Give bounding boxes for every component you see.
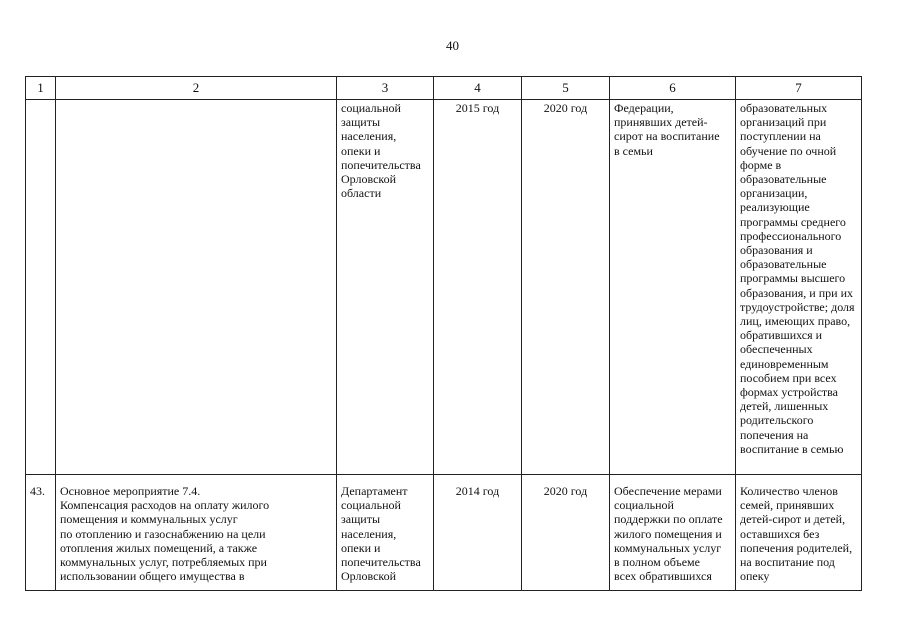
- text-line: Количество членов: [740, 484, 838, 498]
- text-line: жилого помещения и: [614, 526, 722, 541]
- table-row: [26, 475, 862, 591]
- column-header: 6: [610, 77, 736, 100]
- text-line: Орловской: [341, 172, 397, 187]
- text-line: Федерации,: [614, 101, 674, 115]
- text-line: поступлении на: [740, 129, 821, 144]
- text-line: Компенсация расходов на оплату жилого: [60, 498, 270, 513]
- text-line: образовательные: [740, 257, 827, 272]
- indicator-cell: [736, 100, 862, 475]
- expected-result-cell: [610, 100, 736, 475]
- measure-cell: [56, 100, 337, 475]
- executor-cell: [337, 475, 434, 591]
- text-line: попечительства: [341, 157, 421, 172]
- text-line: Основное мероприятие 7.4.: [60, 484, 201, 498]
- text-line: детей-сирот и детей,: [740, 512, 846, 527]
- start-year-cell: 2014 год: [434, 475, 522, 591]
- executor-cell: [337, 100, 434, 475]
- column-header: 4: [434, 77, 522, 100]
- program-measures-table: [25, 76, 862, 591]
- text-line: оставшихся без: [740, 526, 820, 541]
- text-line: образовательные: [740, 172, 827, 187]
- text-line: защиты: [341, 115, 381, 130]
- text-line: обучение по очной: [740, 143, 837, 158]
- text-line: опеку: [740, 569, 770, 584]
- text-line: населения,: [341, 526, 397, 541]
- text-line: форме в: [740, 157, 782, 172]
- text-line: на воспитание под: [740, 555, 835, 570]
- measure-cell: [56, 475, 337, 591]
- text-line: лиц, имеющих право,: [740, 314, 851, 329]
- expected-result-cell: [610, 475, 736, 591]
- text-line: программы среднего: [740, 214, 846, 229]
- text-line: помещения и коммунальных услуг: [60, 512, 238, 527]
- text-line: родительского: [740, 413, 814, 428]
- column-header: 1: [26, 77, 56, 100]
- text-line: Орловской: [341, 569, 397, 584]
- text-line: организации,: [740, 186, 808, 201]
- text-line: социальной: [614, 498, 674, 513]
- text-line: использовании общего имущества в: [60, 569, 245, 584]
- text-line: в полном объеме: [614, 555, 700, 570]
- text-line: организаций при: [740, 115, 827, 130]
- text-line: пособием при всех: [740, 370, 837, 385]
- table-row: [26, 100, 862, 475]
- row-number-cell: 43.: [26, 475, 56, 591]
- text-line: реализующие: [740, 200, 810, 215]
- text-line: отопления жилых помещений, а также: [60, 540, 258, 555]
- text-line: защиты: [341, 512, 381, 527]
- text-line: Обеспечение мерами: [614, 484, 722, 498]
- text-line: образовательных: [740, 101, 828, 115]
- text-line: Департамент: [341, 484, 408, 498]
- text-line: попечения родителей,: [740, 540, 853, 555]
- end-year-cell: 2020 год: [522, 475, 610, 591]
- start-year-cell: 2015 год: [434, 100, 522, 475]
- text-line: всех обратившихся: [614, 569, 712, 584]
- column-header: 7: [736, 77, 862, 100]
- text-line: программы высшего: [740, 271, 846, 286]
- text-line: по отоплению и газоснабжению на цели: [60, 526, 266, 541]
- page-number: 40: [446, 38, 459, 53]
- text-line: детей, лишенных: [740, 399, 829, 414]
- text-line: принявших детей-: [614, 115, 708, 130]
- text-line: в семьи: [614, 143, 653, 158]
- text-line: опеки и: [341, 143, 381, 158]
- end-year-cell: 2020 год: [522, 100, 610, 475]
- column-header: 5: [522, 77, 610, 100]
- text-line: попечительства: [341, 555, 421, 570]
- text-line: сирот на воспитание: [614, 129, 720, 144]
- text-line: населения,: [341, 129, 397, 144]
- text-line: области: [341, 186, 382, 201]
- text-line: образования и: [740, 243, 813, 258]
- column-header: 2: [56, 77, 337, 100]
- text-line: попечения на: [740, 427, 809, 442]
- text-line: профессионального: [740, 228, 842, 243]
- row-number-cell: [26, 100, 56, 475]
- text-line: формах устройства: [740, 385, 838, 400]
- text-line: социальной: [341, 101, 401, 115]
- text-line: коммунальных услуг: [614, 540, 722, 555]
- text-line: образования, и при их: [740, 285, 853, 300]
- table-header-row: [26, 77, 862, 100]
- text-line: обеспеченных: [740, 342, 813, 357]
- text-line: семей, принявших: [740, 498, 835, 513]
- text-line: коммунальных услуг, потребляемых при: [60, 555, 267, 570]
- text-line: воспитание в семью: [740, 441, 844, 456]
- text-line: обратившихся и: [740, 328, 823, 343]
- text-line: социальной: [341, 498, 401, 513]
- text-line: опеки и: [341, 540, 381, 555]
- text-line: поддержки по оплате: [614, 512, 723, 527]
- text-line: единовременным: [740, 356, 829, 371]
- column-header: 3: [337, 77, 434, 100]
- text-line: трудоустройстве; доля: [740, 299, 855, 314]
- indicator-cell: [736, 475, 862, 591]
